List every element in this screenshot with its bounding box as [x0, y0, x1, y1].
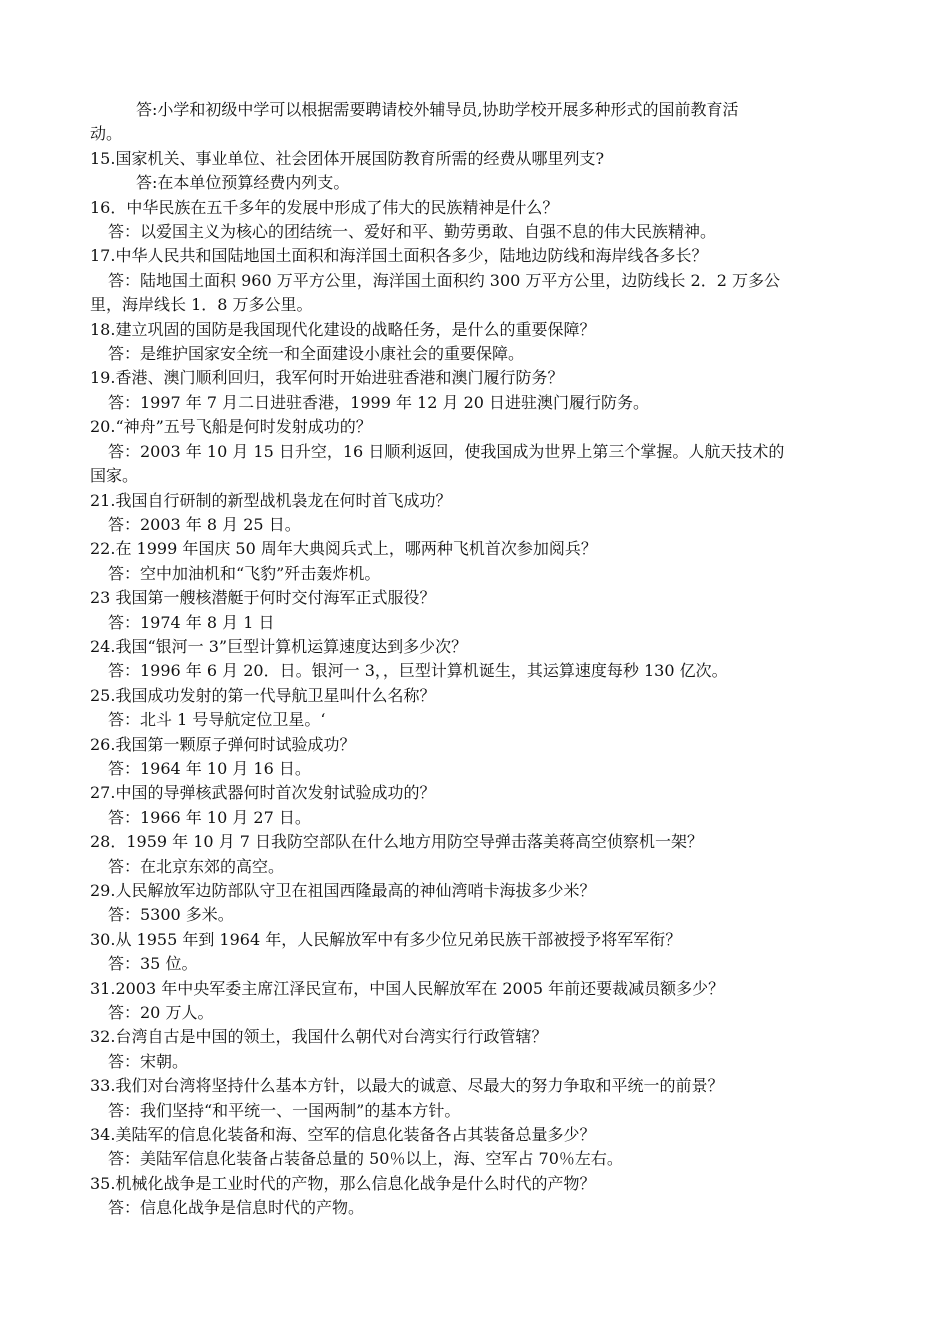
- question-line-9: 18.建立巩固的国防是我国现代化建设的战略任务，是什么的重要保障？: [90, 319, 596, 339]
- question-line-34: 30.从 1955 年到 1964 年，人民解放军中有多少位兄弟民族干部被授予将军军衔？: [90, 929, 682, 949]
- question-line-18: 22.在 1999 年国庆 50 周年大典阅兵式上，哪两种飞机首次参加阅兵？: [90, 539, 597, 559]
- question-line-30: 28．1959 年 10 月 7 日我防空部队在什么地方用防空导弹击落美蒋高空侦察机一架？: [90, 832, 704, 852]
- question-line-13: 20.“神舟”五号飞船是何时发射成功的？: [90, 417, 372, 437]
- answer-line-14: 答：2003 年 10 月 15 日升空，16 日顺利返回，使我国成为世界上第三个掌握。人航天技术的: [108, 441, 785, 461]
- continuation-line-1: 动。: [90, 124, 123, 144]
- answer-line-10: 答：是维护国家安全统一和全面建设小康社会的重要保障。: [108, 344, 525, 364]
- answer-line-25: 答：北斗 1 号导航定位卫星。‘: [108, 710, 326, 730]
- question-line-22: 24.我国“银河一 3”巨型计算机运算速度达到多少次？: [90, 636, 468, 656]
- question-line-36: 31.2003 年中央军委主席江泽民宣布，中国人民解放军在 2005 年前还要裁减员额多少？: [90, 978, 725, 998]
- answer-line-17: 答：2003 年 8 月 25 日。: [108, 514, 301, 534]
- answer-line-21: 答：1974 年 8 月 1 日: [108, 612, 275, 632]
- continuation-line-8: 里，海岸线长 1．8 万多公里。: [90, 295, 313, 315]
- question-line-40: 33.我们对台湾将坚持什么基本方针，以最大的诚意、尽最大的努力争取和平统一的前景？: [90, 1076, 724, 1096]
- answer-line-39: 答：宋朝。: [108, 1051, 189, 1071]
- question-line-11: 19.香港、澳门顺利回归，我军何时开始进驻香港和澳门履行防务？: [90, 368, 564, 388]
- answer-line-35: 答：35 位。: [108, 954, 198, 974]
- question-line-2: 15.国家机关、事业单位、社会团体开展国防教育所需的经费从哪里列支?: [90, 148, 605, 168]
- question-line-24: 25.我国成功发射的第一代导航卫星叫什么名称？: [90, 685, 436, 705]
- answer-line-29: 答：1966 年 10 月 27 日。: [108, 807, 311, 827]
- answer-line-5: 答：以爱国主义为核心的团结统一、爱好和平、勤劳勇敢、自强不息的伟大民族精神。: [108, 222, 717, 242]
- answer-line-33: 答：5300 多米。: [108, 905, 234, 925]
- question-line-6: 17.中华人民共和国陆地国土面积和海洋国土面积各多少，陆地边防线和海岸线各多长？: [90, 246, 708, 266]
- question-line-20: 23 我国第一艘核潜艇于何时交付海军正式服役？: [90, 588, 436, 608]
- answer-line-0: 答:小学和初级中学可以根据需要聘请校外辅导员,协助学校开展多种形式的国前教育活: [136, 100, 739, 119]
- answer-line-41: 答：我们坚持“和平统一、一国两制”的基本方针。: [108, 1100, 461, 1120]
- answer-line-45: 答：信息化战争是信息时代的产物。: [108, 1198, 365, 1218]
- answer-line-12: 答：1997 年 7 月二日进驻香港，1999 年 12 月 20 日进驻澳门履行防务。: [108, 392, 650, 412]
- answer-line-3: 答:在本单位预算经费内列支。: [136, 173, 350, 193]
- answer-line-23: 答：1996 年 6 月 20．日。银河一 3，，巨型计算机诞生，其运算速度每秒 130 亿次。: [108, 661, 728, 681]
- answer-line-19: 答：空中加油机和“飞豹”歼击轰炸机。: [108, 563, 381, 583]
- answer-line-27: 答：1964 年 10 月 16 日。: [108, 758, 311, 778]
- question-line-44: 35.机械化战争是工业时代的产物，那么信息化战争是什么时代的产物？: [90, 1173, 596, 1193]
- question-line-32: 29.人民解放军边防部队守卫在祖国西隆最高的神仙湾哨卡海拔多少米？: [90, 881, 596, 900]
- question-line-28: 27.中国的导弹核武器何时首次发射试验成功的？: [90, 783, 436, 803]
- question-line-26: 26.我国第一颗原子弹何时试验成功？: [90, 734, 356, 754]
- continuation-line-15: 国家。: [90, 466, 139, 486]
- answer-line-43: 答：美陆军信息化装备占装备总量的 50％以上，海、空军占 70％左右。: [108, 1149, 623, 1169]
- question-line-42: 34.美陆军的信息化装备和海、空军的信息化装备各占其装备总量多少？: [90, 1125, 596, 1145]
- question-line-38: 32.台湾自古是中国的领土，我国什么朝代对台湾实行行政管辖？: [90, 1027, 548, 1047]
- answer-line-37: 答：20 万人。: [108, 1003, 214, 1023]
- question-line-4: 16．中华民族在五千多年的发展中形成了伟大的民族精神是什么？: [90, 197, 559, 217]
- answer-line-31: 答：在北京东郊的高空。: [108, 856, 285, 876]
- answer-line-7: 答：陆地国土面积 960 万平方公里，海洋国土面积约 300 万平方公里，边防线长 2．2 万多公: [108, 270, 780, 290]
- question-line-16: 21.我国自行研制的新型战机袅龙在何时首飞成功？: [90, 490, 452, 510]
